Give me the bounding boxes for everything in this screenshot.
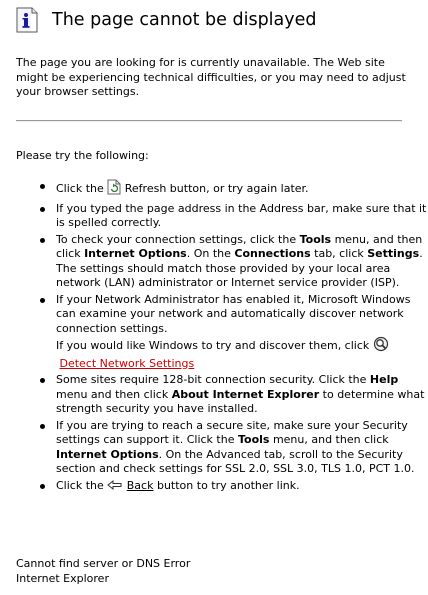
- security128-bold-1: Help: [369, 373, 399, 386]
- refresh-text-after: button, or try again later.: [166, 182, 309, 195]
- secure-site-bold-1: Tools: [237, 433, 270, 446]
- address-text: If you typed the page address in the Address bar, make sure that it is spelled correctly.: [56, 201, 427, 229]
- security128-bold-2: About Internet Explorer: [171, 387, 320, 401]
- security128-text-1: Some sites require 128-bit connection security. Click the: [56, 373, 370, 386]
- list-item-admin: [56, 293, 428, 372]
- connection-bold-2: Internet Options: [84, 247, 187, 260]
- list-item-back: [56, 479, 428, 497]
- footer: [16, 557, 190, 586]
- secure-site-text-2: menu, and then click: [269, 433, 389, 446]
- list-item-refresh: [56, 179, 428, 200]
- detect-network-icon[interactable]: [373, 336, 389, 357]
- page-header: [16, 5, 317, 35]
- back-text-after: button to try another link.: [153, 478, 300, 492]
- secure-site-bold-2: Internet Options: [56, 447, 159, 461]
- admin-text: If your Network Administrator has enabled it, Microsoft Windows can examine your network and automatically discover network connection settings.: [56, 292, 411, 335]
- connection-bold-1: Tools: [299, 232, 332, 246]
- divider: [16, 120, 402, 122]
- back-link[interactable]: Back: [126, 478, 154, 492]
- list-item-secure-site: [56, 419, 428, 477]
- list-item-connection: [56, 233, 428, 291]
- list-item-address: [56, 202, 428, 231]
- connection-bold-4: Settings: [367, 247, 420, 260]
- security128-text-2: menu and then click: [56, 387, 172, 401]
- back-text-before: Click the: [56, 478, 108, 492]
- back-arrow-icon[interactable]: [107, 480, 123, 497]
- info-icon: [16, 7, 38, 33]
- error-type: Cannot find server or DNS Error: [16, 557, 191, 570]
- connection-text-1: To check your connection settings, click the: [56, 232, 300, 246]
- connection-text-4: tab, click: [310, 247, 368, 260]
- connection-text-5: . The settings should match those provided by your local area network (LAN) administrator or Internet service provider (ISP).: [56, 247, 423, 289]
- secure-site-text-1: If you are trying to reach a secure site, make sure your Security settings can support it. Click the: [56, 418, 408, 446]
- page-title: The page cannot be displayed: [52, 10, 317, 30]
- refresh-icon[interactable]: [107, 179, 121, 200]
- admin-text-2: If you would like Windows to try and discover them, click: [56, 339, 373, 352]
- detect-network-settings-link[interactable]: Detect Network Settings: [59, 356, 195, 370]
- security128-text-3: to determine what strength security you have installed.: [56, 387, 425, 415]
- connection-text-2: menu, and then click: [56, 232, 423, 260]
- refresh-text-before: Click the: [56, 182, 108, 195]
- suggestions-list: [16, 179, 428, 498]
- browser-name: Internet Explorer: [16, 571, 109, 585]
- secure-site-text-3: . On the Advanced tab, scroll to the Security section and check settings for SSL 2.0, SSL 3.0, TLS 1.0, PCT 1.0.: [56, 447, 415, 475]
- connection-bold-3: Connections: [234, 247, 311, 260]
- connection-text-3: . On the: [186, 247, 235, 260]
- try-label: Please try the following:: [16, 149, 149, 162]
- list-item-security128: [56, 373, 428, 417]
- intro-text: The page you are looking for is currently unavailable. The Web site might be experiencing technical difficulties, or you may need to adjust your browser settings.: [16, 56, 406, 98]
- refresh-label: Refresh: [124, 182, 167, 195]
